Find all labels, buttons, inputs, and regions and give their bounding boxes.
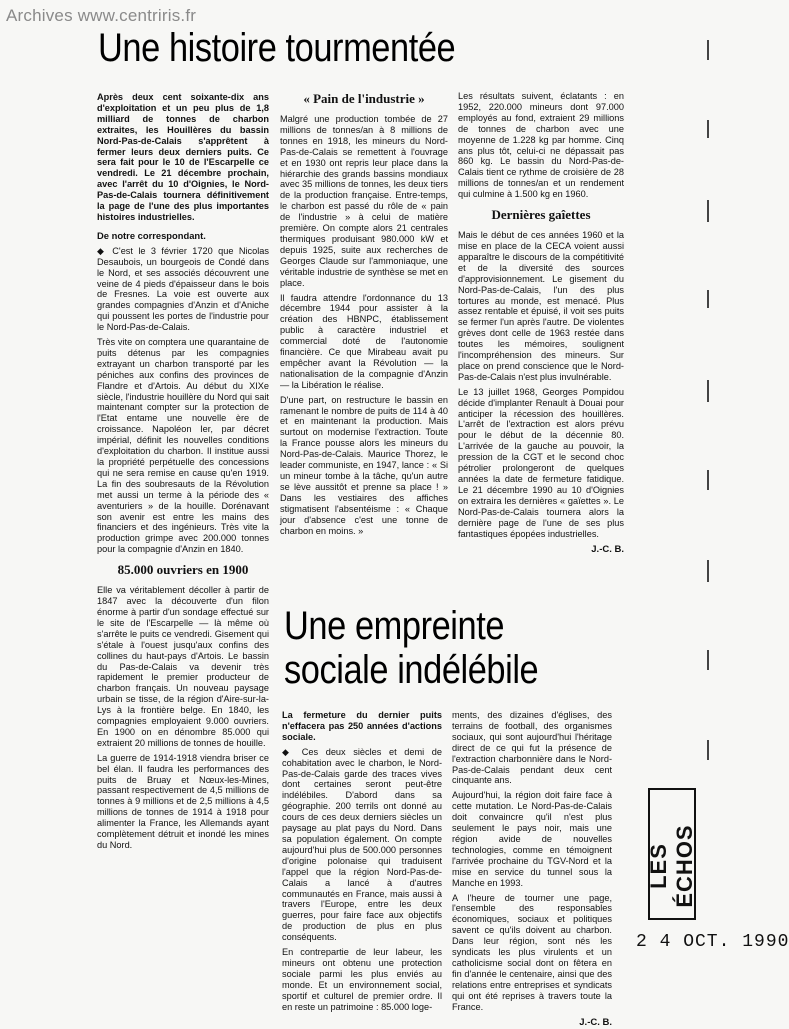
article1-headline: Une histoire tourmentée (98, 26, 456, 70)
article2-column-2 (452, 710, 612, 1029)
article1-lede: Après deux cent soixante-dix ans d'exploitation et un peu plus de 1,8 milliard de tonnes de charbon extraites, les Houillères du bassin Nord-Pas-de-Calais s'apprêtent à fermer leurs deux derniers puits. Ce sera fait pour le 10 de l'Escarpelle ce vendredi. Le 21 décembre prochain, avec l'arrêt du 10 d'Oignies, le Nord-Pas-de-Calais tournera définitivement la page de l'une des plus importantes histoires industrielles. (97, 92, 269, 222)
article1-byline: De notre correspondant. (97, 229, 206, 241)
article2-paragraph: ◆ Ces deux siècles et demi de cohabitation avec le charbon, le Nord-Pas-de-Calais garde des traces vives dont certaines seront peut-être indélébiles. D'abord dans sa géographie. 200 terrils ont donné au cours de ces deux derniers siècles un paysage au plat pays du Nord. Dans sa population également. On compte aujourd'hui plus de 500.000 personnes d'origine polonaise qui traduisent l'appel que la région Nord-Pas-de-Calais a lancé à d'autres communautés en France, mais aussi à travers l'Europe, entre les deux guerres, pour faire face aux objectifs de production de plus en plus conséquents. (282, 746, 442, 943)
article1-paragraph: ◆ C'est le 3 février 1720 que Nicolas Desaubois, un bourgeois de Condé dans le Nord, et ses associés découvrent une veine de 4 pieds d'épaisseur dans le bois de Fresnes. La voie est ouverte aux grandes compagnies d'Anzin et d'Aniche qui poussent les portes de l'industrie pour le Nord-Pas-de-Calais. (97, 245, 269, 333)
article1-paragraph: Les résultats suivent, éclatants : en 1952, 220.000 mineurs dont 97.000 employés au fond, extraient 29 millions de tonnes de charbon avec une moyenne de 1.228 kg par homme. Cinq ans plus tôt, celui-ci ne dépassait pas 860 kg. Le bassin du Nord-Pas-de-Calais tient ce rythme de croisière de 28 millions de tonnes/an et un rendement qui culmine à 1.500 kg en 1960. (458, 91, 624, 200)
article2-column-1 (282, 710, 442, 1016)
archive-watermark: Archives www.centriris.fr (6, 6, 197, 25)
article2-signature: J.-C. B. (579, 1017, 612, 1029)
article1-paragraph: La guerre de 1914-1918 viendra briser ce bel élan. Il faudra les performances des puits de Bruay et Nœux-les-Mines, passant respectivement de 4,5 millions de tonnes à 9 millions et de 2,5 millions à 4,5 millions de tonnes de 1914 à 1918 pour alimenter la France, les Allemands ayant complètement détruit et inondé les mines du Nord. (97, 752, 269, 850)
article2-paragraph: En contrepartie de leur labeur, les mineurs ont obtenu une protection sociale parmi les plus enviés au monde. Et un environnement social, sportif et culturel de premier ordre. Il en reste un patrimoine : 85.000 loge- (282, 947, 442, 1012)
article2-headline-line1: Une empreinte (284, 604, 505, 648)
article1-paragraph: Le 13 juillet 1968, Georges Pompidou décide d'implanter Renault à Douai pour anticiper la récession des houillères. L'arrêt de l'extraction est alors prévu pour le début de la décennie 80. L'arrivée de la gauche au pouvoir, la pression de la CGT et le second choc pétrolier prolongeront de quelques années la date de fermeture fatidique. Le 21 décembre 1990 au 10 d'Oignies on extraira les dernières « gaïettes ». Le Nord-Pas-de-Calais tournera alors la dernière page de l'une de ses plus fantastiques épopées industrielles. (458, 386, 624, 539)
article1-paragraph: Elle va véritablement décoller à partir de 1847 avec la découverte d'un filon énorme à partir d'un sondage effectué sur le site de l'Escarpelle — là même où s'arrête le puits ce vendredi. Gisement qui s'étale à l'ouest jusqu'aux confins des collines du haut-pays d'Artois. Le bassin du Pas-de-Calais va devenir très rapidement le premier producteur de charbon français. Un nouveau paysage urbain se tisse, de la région d'Aire-sur-la-Lys à la frontière belge. En 1840, les compagnies employaient 9.000 ouvriers. En 1900 on en dénombre 85.000 qui extraient 20 millions de tonnes de houille. (97, 585, 269, 748)
scan-edge-marks (705, 0, 723, 1024)
article1-paragraph: Malgré une production tombée de 27 millions de tonnes/an à 8 millions de tonnes en 1918, les mineurs du Nord-Pas-de-Calais se remettent à l'ouvrage et en 1930 ont repris leur place dans la hiérarchie des grands bassins mondiaux avec 35 millions de tonnes, les deux tiers de la production française. Entre-temps, le charbon est passé du rôle de « pain de l'industrie » à celui de matière première. On compte alors 21 centrales thermiques produisant 980.000 kW et depuis 1925, suite aux recherches de Georges Claude sur l'ammoniaque, une véritable industrie de synthèse se met en place. (280, 114, 448, 288)
article2-paragraph: A l'heure de tourner une page, l'ensemble des responsables économiques, sociaux et politiques savent ce qu'ils doivent au charbon. Dans leur région, sont nés les syndicats les plus virulents et un catholicisme social dont on fêtera en fin d'année le centenaire, ainsi que des relations entre entreprises et syndicats qui ont été reprises à travers toute la France. (452, 892, 612, 1012)
publication-stamp (648, 788, 696, 920)
article1-column-3 (458, 91, 624, 556)
article1-paragraph: Il faudra attendre l'ordonnance du 13 décembre 1944 pour assister à la création des HBNPC, établissement public à caractère industriel et commercial doté de l'autonomie financière. Ce que Mirabeau avait pu empêcher avant la Révolution — la nationalisation de la compagnie d'Anzin — la Libération le réalise. (280, 292, 448, 390)
article2-headline (284, 604, 538, 692)
article1-paragraph: Mais le début de ces années 1960 et la mise en place de la CECA voient aussi apparaître le discours de la compétitivité et de la diversité des sources d'approvisionnement. Le gisement du Nord-Pas-de-Calais, l'un des plus tortures au monde, est menacé. Plus assez rentable et épuisé, il voit ses puits se fermer l'un après l'autre. De violentes grèves dont celle de 1963 restée dans toutes les mémoires, soulignent l'incompréhension des mineurs. Sur place on prend conscience que le Nord-Pas-de-Calais n'est plus invulnérable. (458, 230, 624, 382)
article2-paragraph: Aujourd'hui, la région doit faire face à cette mutation. Le Nord-Pas-de-Calais doit convaincre qu'il n'est plus seulement le pays noir, mais une région avide de nouvelles technologies, comme en témoignent l'arrivée prochaine du TGV-Nord et la mise en service du tunnel sous la Manche en 1993. (452, 790, 612, 888)
article2-paragraph: ments, des dizaines d'églises, des terrains de football, des organismes sociaux, qui sont aujourd'hui l'héritage direct de ce qui fut la présence de l'extraction charbonnière dans le Nord-Pas-de-Calais pendant deux cent cinquante ans. (452, 710, 612, 786)
article1-subheading-pain: « Pain de l'industrie » (303, 91, 425, 106)
article2-headline-line2: sociale indélébile (284, 648, 539, 692)
article1-subheading-gaiettes: Dernières gaîettes (491, 207, 591, 223)
date-stamp: 2 4 OCT. 1990 (636, 932, 789, 952)
publication-stamp-label: LES ÉCHOS (646, 824, 697, 908)
article1-signature: J.-C. B. (591, 544, 624, 556)
article1-column-2 (280, 90, 448, 540)
article1-column-1 (97, 92, 269, 855)
article1-paragraph: D'une part, on restructure le bassin en ramenant le nombre de puits de 114 à 40 et en maintenant la production. Mais surtout on modernise l'extraction. Toute la France pousse alors les mineurs du Nord-Pas-de-Calais. Maurice Thorez, le leader communiste, en 1947, lance : « Si un mineur tombe à la tâche, qu'un autre se lève aussitôt et prenne sa place ! » Dans les vestiaires des affiches stigmatisent l'absentéisme : « Chaque jour d'absence c'est une tonne de charbon en moins. » (280, 394, 448, 536)
article2-lede: La fermeture du dernier puits n'effacera pas 250 années d'actions sociale. (282, 710, 442, 742)
article1-paragraph: Très vite on comptera une quarantaine de puits détenus par les compagnies extrayant un charbon transporté par les péniches aux confins des provinces de Flandre et d'Artois. Au début du XIXe siècle, l'industrie houillère du Nord qui sait maintenant compter sur la protection de l'Etat entame une nouvelle ère de croissance. Napoléon Ier, par décret impérial, définit les nouvelles conditions d'exploitation du charbon. Il institue aussi la propriété perpétuelle des concessions qui ne sera remise en cause qu'en 1919. La fin des soubresauts de la Révolution met aussi un terme à la période des « aventuriers » de la houille. Dorénavant son avenir est entre les mains des financiers et des ingénieurs. Très vite la production grimpe avec 200.000 tonnes pour la compagnie d'Anzin en 1840. (97, 337, 269, 555)
article1-subheading-ouvriers: 85.000 ouvriers en 1900 (117, 562, 249, 578)
